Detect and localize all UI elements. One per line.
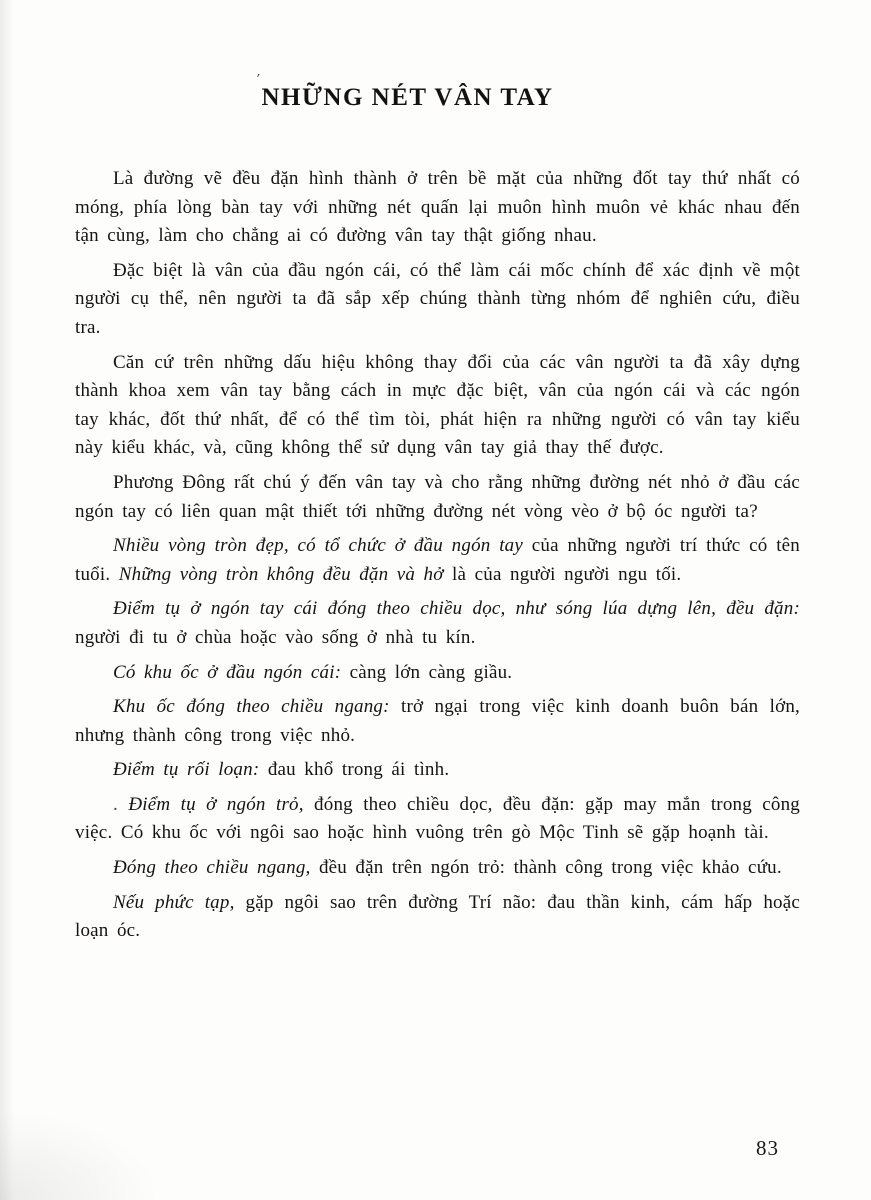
text-segment: Điểm tụ ở ngón tay cái đóng theo chiều dọc, như sóng lúa dựng lên, đều đặn:	[113, 598, 800, 620]
text-segment: là của người người ngu tối.	[452, 563, 682, 585]
text-segment: Những vòng tròn không đều đặn và hở	[118, 563, 453, 585]
paragraph	[75, 532, 800, 589]
text-segment: người đi tu ở chùa hoặc vào sống ở nhà tu kín.	[75, 626, 476, 648]
paragraph	[75, 854, 800, 883]
page-number: 83	[756, 1136, 779, 1160]
text-segment: Đóng theo chiều ngang,	[113, 857, 319, 879]
paragraph	[75, 791, 800, 848]
paragraph	[75, 349, 800, 463]
text-segment: trở ngại trong việc kinh doanh buôn bán lớn, nhưng thành công trong việc nhỏ.	[75, 696, 800, 746]
paragraph	[75, 756, 800, 785]
text-segment: Phương Đông rất chú ý đến vân tay và cho rằng những đường nét nhỏ ở đầu các ngón tay có liên quan mật thiết tới những đường nét vòng vèo ở bộ óc người ta?	[75, 471, 800, 522]
text-segment: càng lớn càng giầu.	[349, 661, 513, 683]
stray-scan-mark: ʹ	[254, 71, 261, 88]
page-title: NHỮNG NÉT VÂN TAY	[261, 84, 554, 111]
text-block	[0, 165, 871, 946]
paragraph	[75, 257, 800, 343]
paragraph	[75, 595, 800, 652]
text-segment: Là đường vẽ đều đặn hình thành ở trên bề mặt của những đốt tay thứ nhất có móng, phía lòng bàn tay với những nét quấn lại muôn hình muôn vẻ khác nhau đến tận cùng, làm cho chẳng ai có đường vân tay thật giống nhau.	[75, 168, 800, 247]
text-segment: của những người trí thức có tên tuổi.	[75, 535, 801, 585]
paragraph	[75, 889, 800, 946]
text-segment: Đặc biệt là vân của đầu ngón cái, có thể làm cái mốc chính để xác định về một người cụ thể, nên người ta đã sắp xếp chúng thành từng nhóm để nghiên cứu, điều tra.	[75, 259, 800, 338]
paragraph	[75, 165, 800, 251]
paragraph	[75, 659, 800, 688]
text-segment: .	[113, 793, 129, 815]
text-segment: đều đặn trên ngón trỏ: thành công trong việc khảo cứu.	[318, 857, 782, 879]
text-segment: Có khu ốc ở đầu ngón cái:	[113, 661, 350, 683]
text-segment: đóng theo chiều dọc, đều đặn: gặp may mắn trong công việc. Có khu ốc với ngôi sao hoặc hình vuông trên gò Mộc Tinh sẽ gặp hoạnh tài.	[75, 793, 801, 844]
text-segment: Điểm tụ rối loạn:	[113, 759, 268, 781]
text-segment: đau khổ trong ái tình.	[267, 759, 450, 781]
paragraph	[75, 469, 800, 526]
text-segment: Khu ốc đóng theo chiều ngang:	[113, 696, 401, 718]
text-segment: Căn cứ trên những dấu hiệu không thay đổi của các vân người ta đã xây dựng thành khoa xem vân tay bằng cách in mực đặc biệt, vân của ngón cái và các ngón tay khác, đốt thứ nhất, để có thể tìm tòi, phát hiện ra những người có vân tay kiểu này kiểu khác, và, cũng không thể sử dụng vân tay giả thay thế được.	[75, 351, 800, 459]
title-row	[0, 71, 871, 116]
text-segment: Nhiều vòng tròn đẹp, có tổ chức ở đầu ngón tay	[113, 535, 532, 557]
text-segment: Nếu phức tạp,	[113, 891, 246, 913]
text-segment: gặp ngôi sao trên đường Trí não: đau thần kinh, cám hấp hoặc loạn óc.	[75, 891, 800, 942]
paragraph	[75, 693, 800, 750]
text-segment: Điểm tụ ở ngón trỏ,	[128, 793, 315, 815]
